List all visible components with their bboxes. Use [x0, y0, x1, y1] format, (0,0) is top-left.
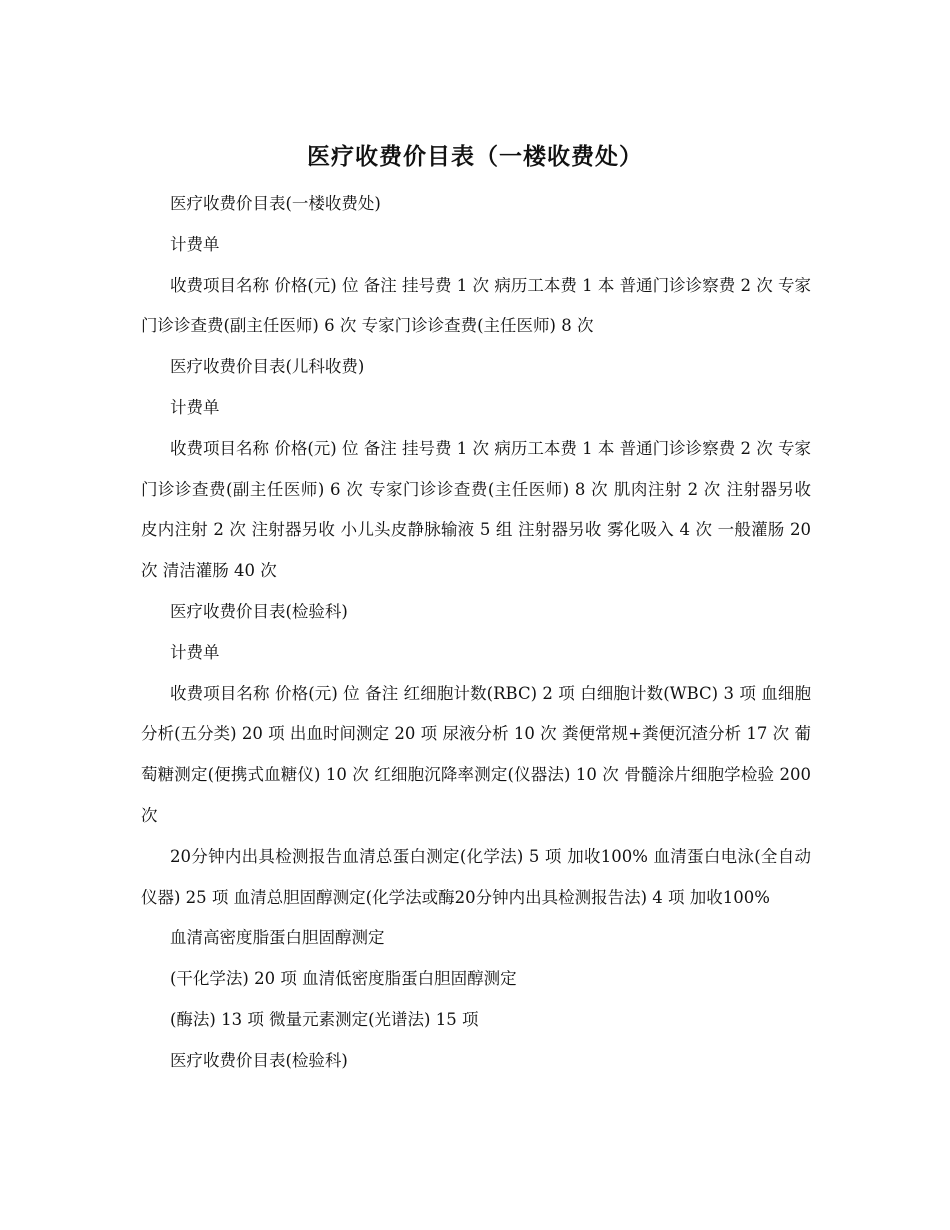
- fee-list-paragraph: 收费项目名称 价格(元) 位 备注 红细胞计数(RBC) 2 项 白细胞计数(WBC) 3 项 血细胞分析(五分类) 20 项 出血时间测定 20 项 尿液分析 10 次 粪便常规+粪便沉渣分析 17 次 葡萄糖测定(便携式血糖仪) 10 次 红细胞沉降率测定(仪器法) 10 次 骨髓涂片细胞学检验 200 次: [141, 683, 811, 825]
- fee-list-paragraph: 血清高密度脂蛋白胆固醇测定: [170, 928, 385, 948]
- section-heading: 医疗收费价目表(一楼收费处): [170, 194, 381, 213]
- section-subheading: 计费单: [170, 642, 220, 662]
- section-heading: 医疗收费价目表(检验科): [170, 1050, 348, 1070]
- fee-list-paragraph: (干化学法) 20 项 血清低密度脂蛋白胆固醇测定: [170, 969, 517, 989]
- document-title: 医疗收费价目表（一楼收费处）: [307, 143, 643, 170]
- section-subheading: 计费单: [170, 234, 220, 254]
- section-heading: 医疗收费价目表(检验科): [170, 601, 348, 621]
- fee-list-paragraph: 收费项目名称 价格(元) 位 备注 挂号费 1 次 病历工本费 1 本 普通门诊诊察费 2 次 专家门诊诊查费(副主任医师) 6 次 专家门诊诊查费(主任医师) 8 次 肌肉注射 2 次 注射器另收 皮内注射 2 次 注射器另收 小儿头皮静脉输液 5 组 注射器另收 雾化吸入 4 次 一般灌肠 20 次 清洁灌肠 40 次: [141, 438, 811, 581]
- fee-list-paragraph: 20分钟内出具检测报告血清总蛋白测定(化学法) 5 项 加收100% 血清蛋白电泳(全自动仪器) 25 项 血清总胆固醇测定(化学法或酶20分钟内出具检测报告法) 4 项 加收100%: [141, 846, 811, 907]
- fee-list-paragraph: (酶法) 13 项 微量元素测定(光谱法) 15 项: [170, 1009, 479, 1029]
- fee-list-paragraph: 收费项目名称 价格(元) 位 备注 挂号费 1 次 病历工本费 1 本 普通门诊诊察费 2 次 专家门诊诊查费(副主任医师) 6 次 专家门诊诊查费(主任医师) 8 次: [141, 275, 811, 336]
- document-body: [141, 184, 811, 1082]
- section-subheading: 计费单: [170, 397, 220, 417]
- section-heading: 医疗收费价目表(儿科收费): [170, 357, 365, 377]
